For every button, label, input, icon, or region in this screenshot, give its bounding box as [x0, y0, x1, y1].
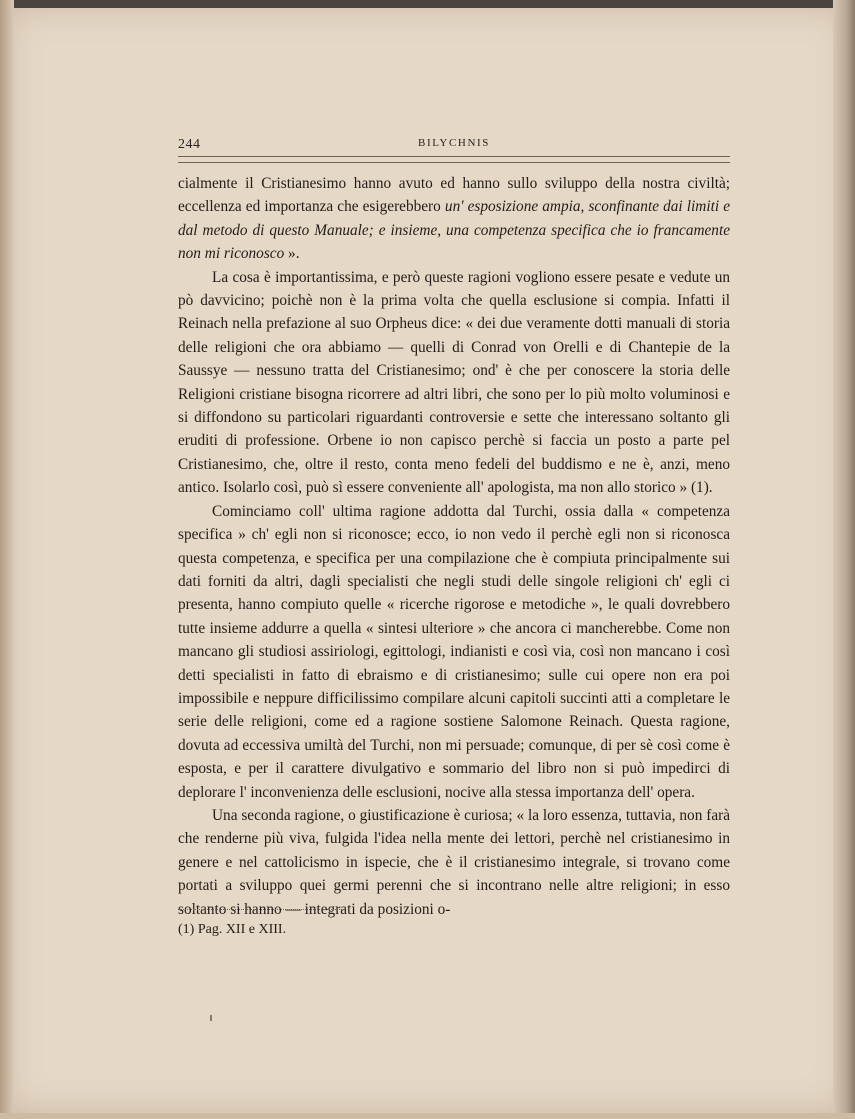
- paragraph-1: [178, 172, 730, 266]
- paragraph-3: Cominciamo coll' ultima ragione addotta dal Turchi, ossia dalla « competenza specifica » ch' egli non si riconosce; ecco, io non vedo il perchè egli non si riconosca questa competenza, e specifica per una compilazione che è compiuta principalmente sui dati forniti da altri, dagli specialisti che negli studi delle singole religioni ch' egli ci presenta, hanno compiuto quelle « ricerche rigorose e metodiche », le quali dovrebbero tutte insieme addurre a quella « sintesi ulteriore » che ancora ci mancherebbe. Come non mancano gli studiosi assiriologi, egittologi, indianisti e così via, così non mancano i così detti specialisti in fatto di ebraismo e di cristianesimo; sulle cui opere non era poi impossibile e neppure difficilissimo compilare alcuni capitoli succinti atti a completare le serie delle religioni, come ed a ragione sostiene Salomone Reinach. Questa ragione, dovuta ad eccessiva umiltà del Turchi, non mi persuade; comunque, di per sè così come è esposta, e per il carattere divulgativo e sommario del libro non si può impedirci di deplorare l' inconvenienza delle esclusioni, nocive alla stessa importanza dell' opera.: [178, 502, 730, 801]
- scan-top-edge: [0, 0, 855, 8]
- paragraph-1-close: ».: [284, 245, 300, 263]
- paragraph-2: La cosa è importantissima, e però queste ragioni vogliono essere pesate e vedute un pò davvicino; poichè non è la prima volta che quella esclusione si compia. Infatti il Reinach nella prefazione al suo Orpheus dice: « dei due veramente dotti manuali di storia delle religioni che ora abbiamo — quelli di Conrad von Orelli e di Chantepie de la Saussye — nessuno tratta del Cristianesimo; ond' è che per conoscere la storia delle Religioni cristiane bisogna ricorrere ad altri libri, che sono per lo più molto voluminosi e si diffondono su particolari riguardanti controversie e sette che interessano soltanto gli eruditi di professione. Orbene io non capisco perchè si faccia un posto a parte pel Cristianesimo, che, oltre il resto, conta meno fedeli del buddismo e ne è, anzi, meno antico. Isolarlo così, può sì essere conveniente all' apologista, ma non allo storico » (1).: [178, 268, 730, 497]
- running-title: BILYCHNIS: [418, 137, 490, 149]
- paragraph-1-text: cialmente il Cristianesimo hanno avuto ed hanno sullo sviluppo della nostra civiltà; eccellenza ed importanza che esigerebbero: [178, 175, 730, 216]
- paper-speck: [210, 1015, 212, 1021]
- page-number: 244: [178, 137, 201, 152]
- footnote-rule: [178, 909, 344, 910]
- body-text: [178, 172, 730, 921]
- footnote: (1) Pag. XII e XIII.: [178, 922, 287, 937]
- paragraph-4: Una seconda ragione, o giustificazione è curiosa; « la loro essenza, tuttavia, non farà che renderne più viva, fulgida l'idea nella mente dei lettori, perchè nel cristianesimo in genere e nel cattolicismo in ispecie, che è il cristianesimo integrale, si trovano come portati a sviluppo quei germi perenni che si incontrano nelle altre religioni; in esso soltanto si hanno — integrati da posizioni o-: [178, 806, 730, 918]
- page-right-edge: [833, 0, 855, 1119]
- page-bottom-edge: [0, 1113, 855, 1119]
- running-header: [178, 134, 730, 158]
- paragraph-1-italic-quote: un' esposizione ampia, sconfinante dai limiti e dal metodo di questo Manuale; e insieme, una competenza specifica che io francamente non mi riconosco: [178, 198, 730, 263]
- header-rule: [178, 156, 730, 163]
- page-left-edge: [0, 0, 14, 1119]
